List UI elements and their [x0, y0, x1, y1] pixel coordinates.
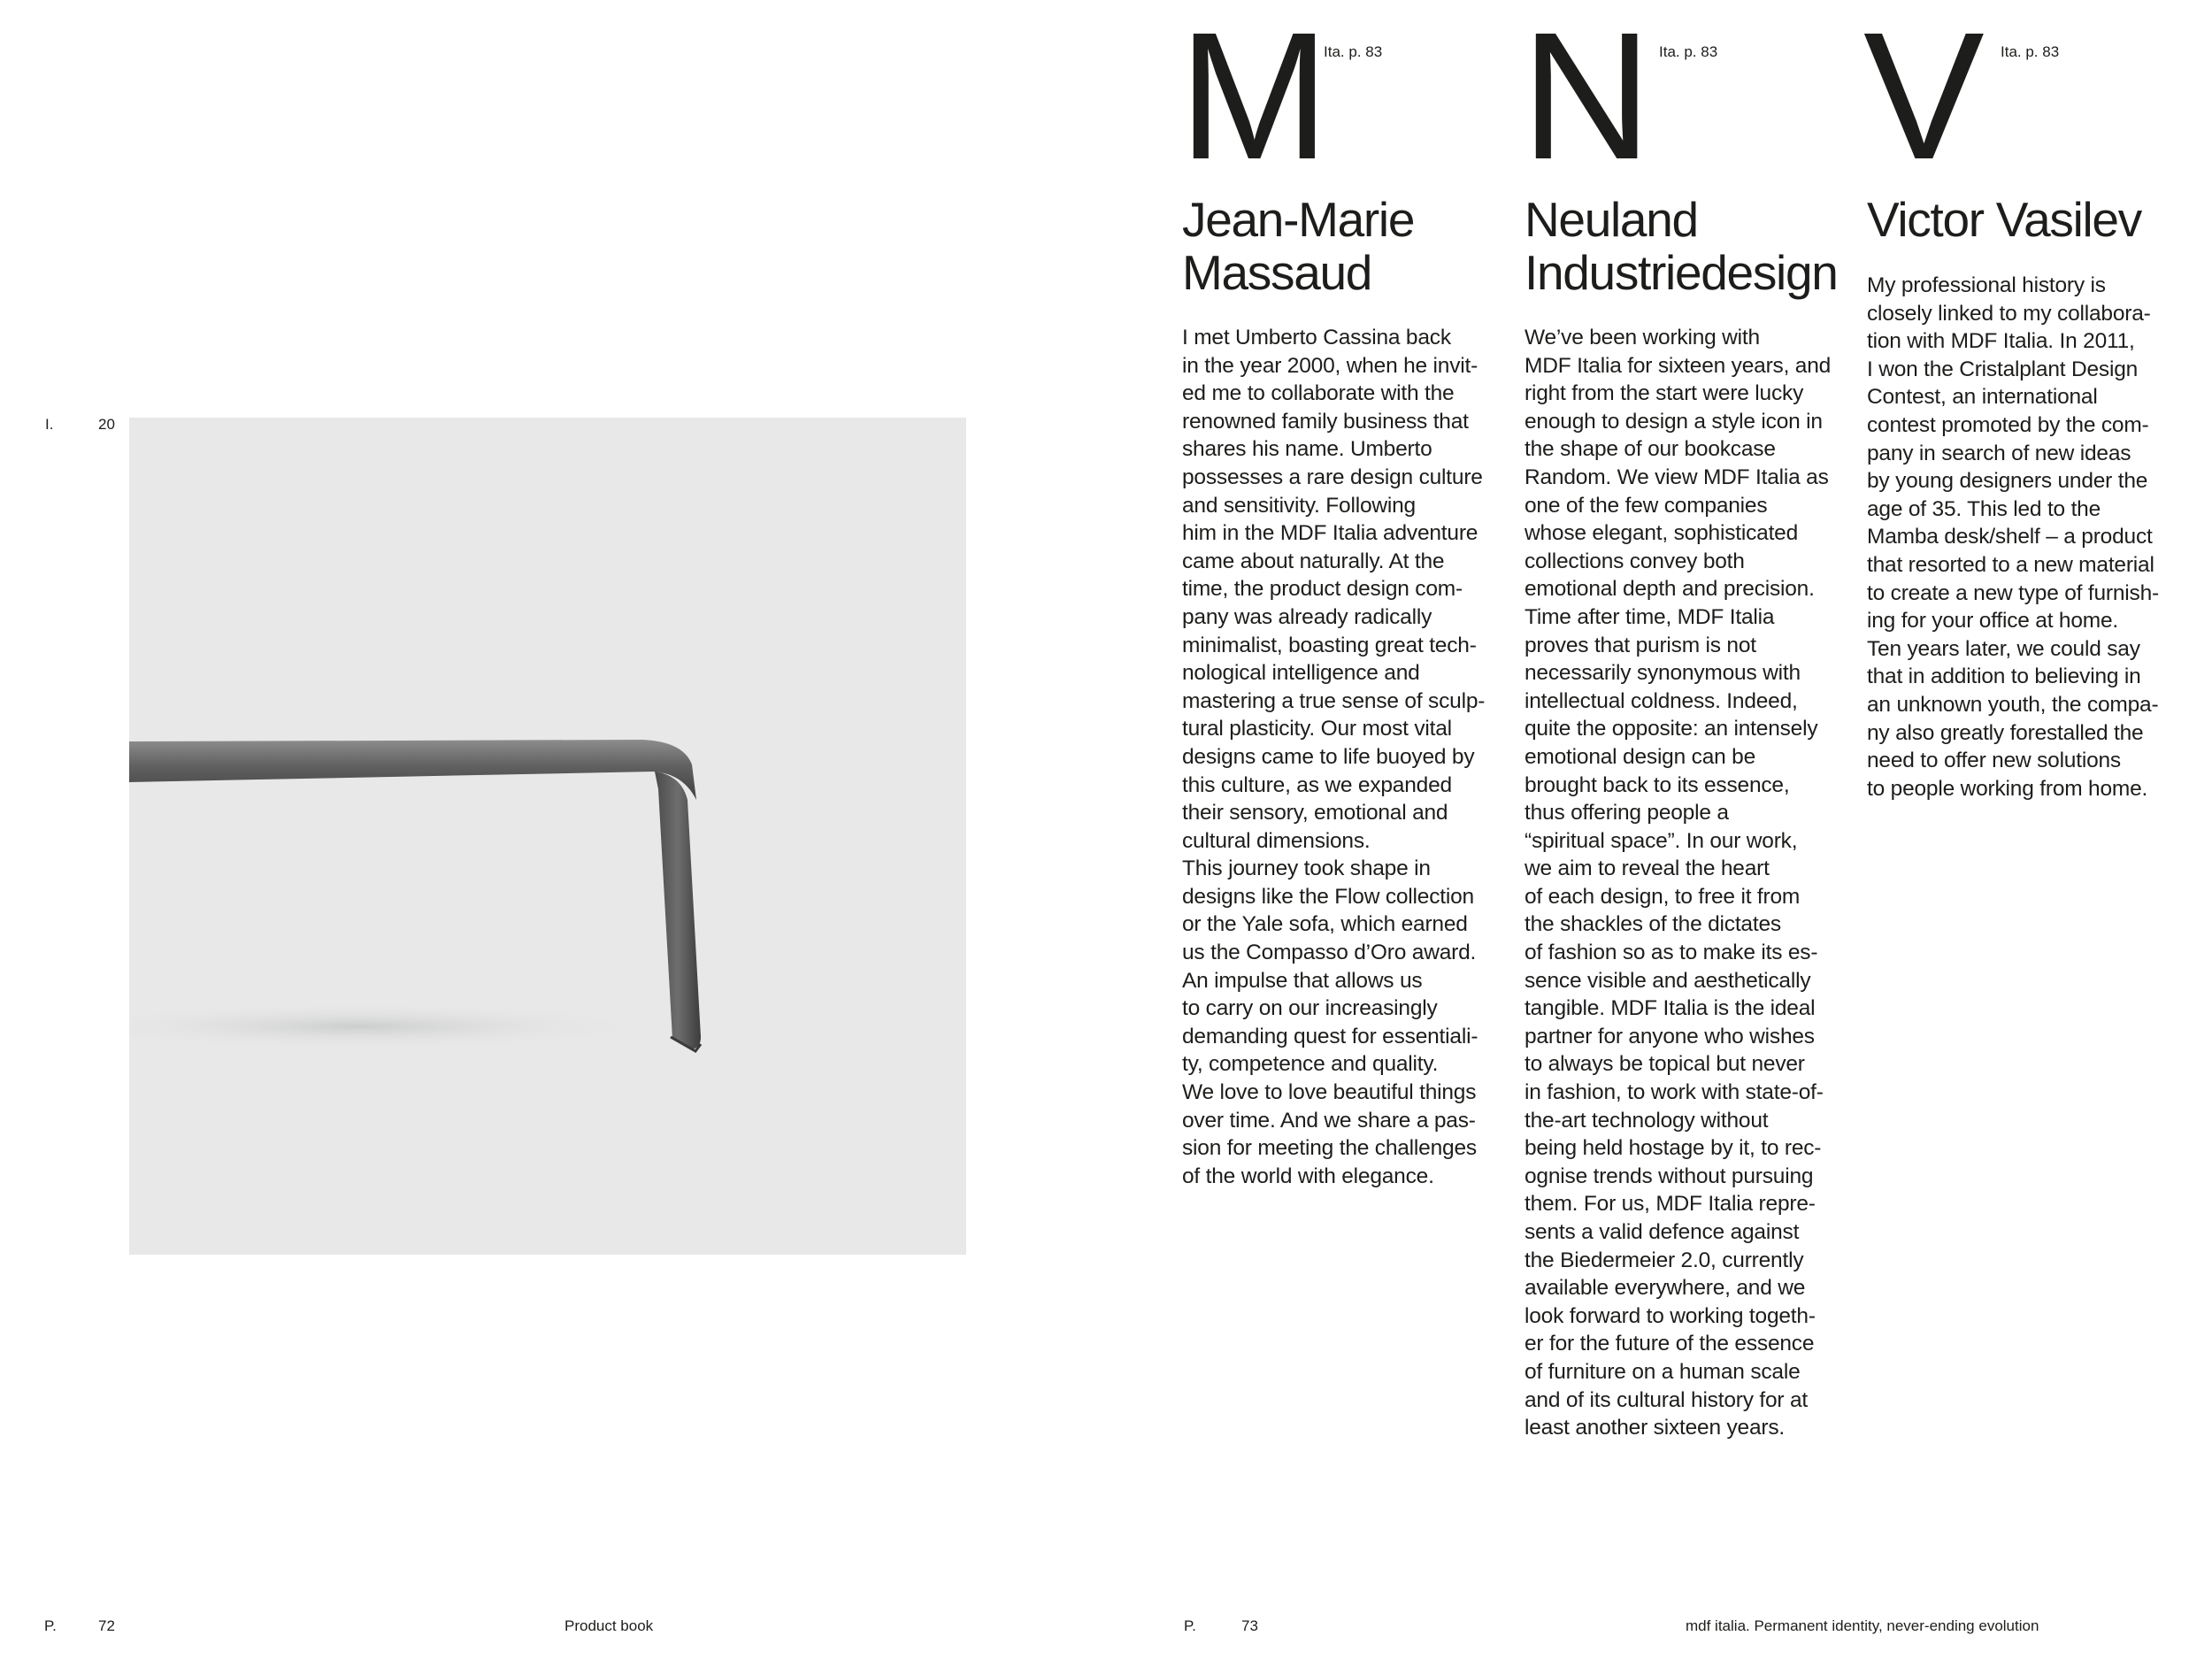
statement-line: ty, competence and quality.: [1182, 1052, 1439, 1077]
statement-line: came about naturally. At the: [1182, 549, 1445, 573]
statement-line: being held hostage by it, to rec-: [1525, 1136, 1822, 1161]
italian-page-ref: Ita. p. 83: [1659, 43, 1718, 60]
statement-line: least another sixteen years.: [1525, 1416, 1786, 1440]
statement-line: to always be topical but never: [1525, 1052, 1805, 1077]
statement-line: designs came to life buoyed by: [1182, 744, 1475, 769]
bench-top: [129, 740, 696, 800]
statement-line: brought back to its essence,: [1525, 772, 1790, 797]
designer-name-line: Victor Vasilev: [1867, 192, 2141, 247]
statement-line: we aim to reveal the heart: [1525, 856, 1770, 881]
statement-line: Contest, an international: [1867, 385, 2098, 410]
statement-line: cultural dimensions.: [1182, 828, 1371, 853]
statement-line: closely linked to my collabora-: [1867, 301, 2151, 326]
statement-line: thus offering people a: [1525, 801, 1729, 826]
statement-line: I met Umberto Cassina back: [1182, 326, 1451, 349]
statement-line: sion for meeting the challenges: [1182, 1136, 1477, 1161]
statement-line: My professional history is: [1867, 273, 2106, 297]
bench-leg: [655, 772, 701, 1049]
statement-line: tion with MDF Italia. In 2011,: [1867, 329, 2135, 354]
statement-line: to create a new type of furnish-: [1867, 580, 2159, 605]
statement-line: partner for anyone who wishes: [1525, 1024, 1815, 1048]
italian-page-ref: Ita. p. 83: [2001, 43, 2060, 60]
initial-letter: V: [1863, 0, 1978, 197]
statement-line: need to offer new solutions: [1867, 749, 2121, 773]
statement-line: proves that purism is not: [1525, 633, 1756, 657]
statement-line: over time. And we share a pas-: [1182, 1108, 1476, 1133]
statement-line: Mamba desk/shelf – a product: [1867, 525, 2153, 549]
designer-name-line: Jean-Marie: [1182, 192, 1415, 247]
statement-line: this culture, as we expanded: [1182, 772, 1452, 797]
statement-line: demanding quest for essentiali-: [1182, 1024, 1479, 1048]
initial-letter: N: [1521, 0, 1646, 197]
designer-name: [1525, 193, 1838, 299]
statement-line: the shackles of the dictates: [1525, 912, 1781, 937]
statement-line: whose elegant, sophisticated: [1525, 521, 1799, 546]
statement-line: I won the Cristalplant Design: [1867, 357, 2139, 381]
statement-line: and of its cultural history for at: [1525, 1387, 1809, 1412]
statement-line: them. For us, MDF Italia repre-: [1525, 1192, 1816, 1217]
statement-line: intellectual coldness. Indeed,: [1525, 688, 1798, 713]
designer-name: [1867, 193, 2141, 246]
statement-line: renowned family business that: [1182, 409, 1469, 434]
floor-shadow: [129, 1003, 651, 1049]
statement-line: ny also greatly forestalled the: [1867, 720, 2144, 745]
statement-line: of furniture on a human scale: [1525, 1359, 1801, 1384]
statement-line: emotional depth and precision.: [1525, 577, 1815, 602]
statement-line: or the Yale sofa, which earned: [1182, 912, 1468, 937]
statement-line: age of 35. This led to the: [1867, 496, 2101, 521]
bench-photo: [129, 418, 966, 1255]
statement-line: Random. We view MDF Italia as: [1525, 465, 1829, 489]
statement-line: the Biedermeier 2.0, currently: [1525, 1248, 1804, 1272]
statement-line: Time after time, MDF Italia: [1525, 604, 1775, 629]
statement-line: We’ve been working with: [1525, 326, 1760, 349]
statement-line: him in the MDF Italia adventure: [1182, 521, 1479, 546]
statement-line: This journey took shape in: [1182, 856, 1431, 881]
statement-line: the shape of our bookcase: [1525, 437, 1776, 462]
statement-line: collections convey both: [1525, 549, 1745, 573]
statement-line: We love to love beautiful things: [1182, 1080, 1477, 1105]
statement-line: An impulse that allows us: [1182, 968, 1423, 993]
statement-line: tangible. MDF Italia is the ideal: [1525, 996, 1816, 1021]
statement-line: sents a valid defence against: [1525, 1220, 1800, 1244]
statement-line: that resorted to a new material: [1867, 552, 2154, 577]
figure-number: 20: [98, 416, 115, 433]
statement-line: to carry on our increasingly: [1182, 996, 1438, 1021]
right-page-number: 73: [1241, 1617, 1258, 1634]
statement-line: necessarily synonymous with: [1525, 661, 1801, 686]
statement-line: that in addition to believing in: [1867, 664, 2141, 689]
statement-line: in the year 2000, when he invit-: [1182, 353, 1479, 378]
statement-line: an unknown youth, the compa-: [1867, 692, 2159, 717]
statement-line: to people working from home.: [1867, 776, 2148, 801]
italian-page-ref: Ita. p. 83: [1324, 43, 1383, 60]
statement-line: pany in search of new ideas: [1867, 441, 2131, 465]
statement-line: us the Compasso d’Oro award.: [1182, 941, 1477, 965]
right-running-title: mdf italia. Permanent identity, never-ending evolution: [1686, 1617, 2039, 1634]
statement-line: Ten years later, we could say: [1867, 636, 2140, 661]
designer-name-line: Industriedesign: [1525, 245, 1838, 300]
initial-letter: M: [1179, 0, 1323, 197]
statement-line: of fashion so as to make its es-: [1525, 941, 1818, 965]
statement-line: shares his name. Umberto: [1182, 437, 1432, 462]
right-footer-prefix: P.: [1184, 1617, 1196, 1634]
statement-line: enough to design a style icon in: [1525, 409, 1823, 434]
statement-line: ing for your office at home.: [1867, 609, 2119, 634]
statement-line: pany was already radically: [1182, 604, 1432, 629]
statement-line: emotional design can be: [1525, 744, 1756, 769]
statement-line: in fashion, to work with state-of-: [1525, 1080, 1824, 1105]
statement-line: right from the start were lucky: [1525, 381, 1804, 406]
statement-line: quite the opposite: an intensely: [1525, 717, 1818, 741]
left-page-number: 72: [98, 1617, 115, 1634]
statement-line: time, the product design com-: [1182, 577, 1463, 602]
designer-statement: [1867, 272, 2159, 803]
statement-line: designs like the Flow collection: [1182, 884, 1474, 909]
statement-line: one of the few companies: [1525, 493, 1768, 518]
statement-line: contest promoted by the com-: [1867, 412, 2149, 437]
statement-line: and sensitivity. Following: [1182, 493, 1416, 518]
figure-label: I.: [45, 416, 54, 433]
statement-line: of each design, to free it from: [1525, 884, 1801, 909]
designer-name: [1182, 193, 1414, 299]
statement-line: sence visible and aesthetically: [1525, 968, 1811, 993]
statement-line: er for the future of the essence: [1525, 1332, 1815, 1356]
designer-name-line: Massaud: [1182, 245, 1372, 300]
left-running-title: Product book: [565, 1617, 654, 1634]
statement-line: ognise trends without pursuing: [1525, 1164, 1814, 1188]
statement-line: mastering a true sense of sculp-: [1182, 688, 1486, 713]
statement-line: ed me to collaborate with the: [1182, 381, 1455, 406]
statement-line: their sensory, emotional and: [1182, 801, 1448, 826]
left-footer-prefix: P.: [44, 1617, 57, 1634]
statement-line: look forward to working togeth-: [1525, 1303, 1816, 1328]
statement-line: the-art technology without: [1525, 1108, 1769, 1133]
statement-line: nological intelligence and: [1182, 661, 1420, 686]
designer-statement: [1182, 324, 1485, 1190]
statement-line: minimalist, boasting great tech-: [1182, 633, 1477, 657]
statement-line: of the world with elegance.: [1182, 1164, 1434, 1188]
bench-illustration: [129, 418, 966, 1255]
statement-line: tural plasticity. Our most vital: [1182, 717, 1452, 741]
statement-line: available everywhere, and we: [1525, 1276, 1806, 1301]
statement-line: possesses a rare design culture: [1182, 465, 1483, 489]
statement-line: MDF Italia for sixteen years, and: [1525, 353, 1832, 378]
statement-line: “spiritual space”. In our work,: [1525, 828, 1798, 853]
designer-statement: [1525, 324, 1831, 1442]
designer-name-line: Neuland: [1525, 192, 1698, 247]
statement-line: by young designers under the: [1867, 469, 2148, 494]
